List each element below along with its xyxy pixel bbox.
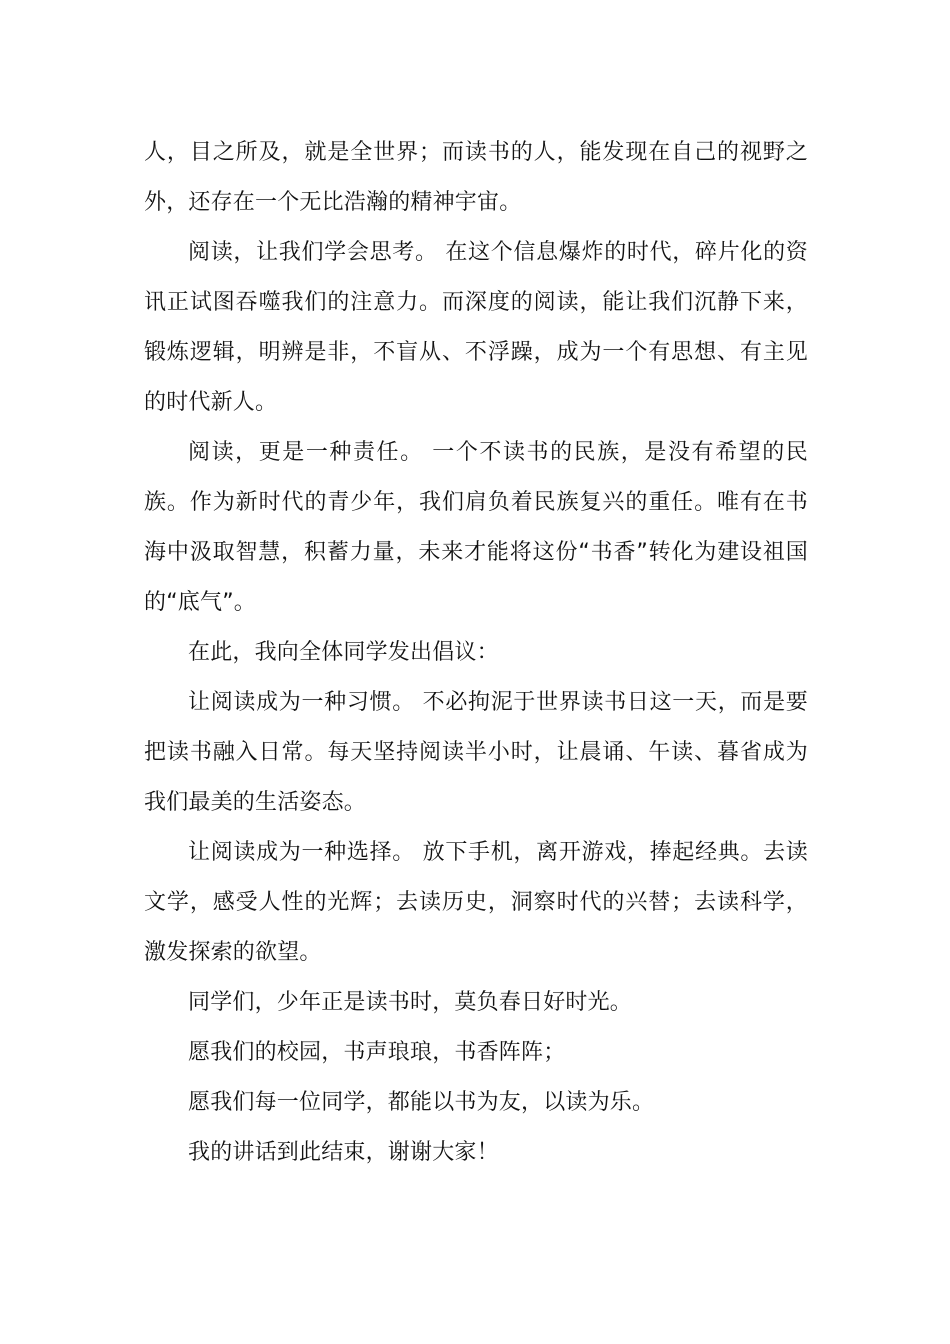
paragraph-proposal-intro: 在此，我向全体同学发出倡议： — [188, 640, 499, 665]
paragraph-wish-campus: 愿我们的校园，书声琅琅，书香阵阵； — [188, 1040, 566, 1065]
paragraph-closing: 我的讲话到此结束，谢谢大家！ — [188, 1140, 499, 1165]
paragraph-youth: 同学们，少年正是读书时，莫负春日好时光。 — [188, 990, 633, 1015]
paragraph-habit: 让阅读成为一种习惯。 不必拘泥于世界读书日这一天，而是要把读书融入日常。每天坚持阅读半小时，让晨诵、午读、暮省成为我们最美的生活姿态。 — [144, 690, 808, 815]
paragraph-responsibility: 阅读，更是一种责任。 一个不读书的民族，是没有希望的民族。作为新时代的青少年，我们肩负着民族复兴的重任。唯有在书海中汲取智慧，积蓄力量，未来才能将这份“书香”转化为建设祖国的“底气”。 — [144, 440, 808, 615]
paragraph-choice: 让阅读成为一种选择。 放下手机，离开游戏，捧起经典。去读文学，感受人性的光辉；去读历史，洞察时代的兴替；去读科学，激发探索的欲望。 — [144, 840, 808, 965]
paragraph-continuation: 人，目之所及，就是全世界；而读书的人，能发现在自己的视野之外，还存在一个无比浩瀚的精神宇宙。 — [144, 140, 808, 215]
document-body — [144, 128, 808, 1178]
paragraph-wish-students: 愿我们每一位同学，都能以书为友，以读为乐。 — [188, 1090, 655, 1115]
paragraph-thinking: 阅读，让我们学会思考。 在这个信息爆炸的时代，碎片化的资讯正试图吞噬我们的注意力。而深度的阅读，能让我们沉静下来，锻炼逻辑，明辨是非，不盲从、不浮躁，成为一个有思想、有主见的时代新人。 — [144, 240, 808, 415]
